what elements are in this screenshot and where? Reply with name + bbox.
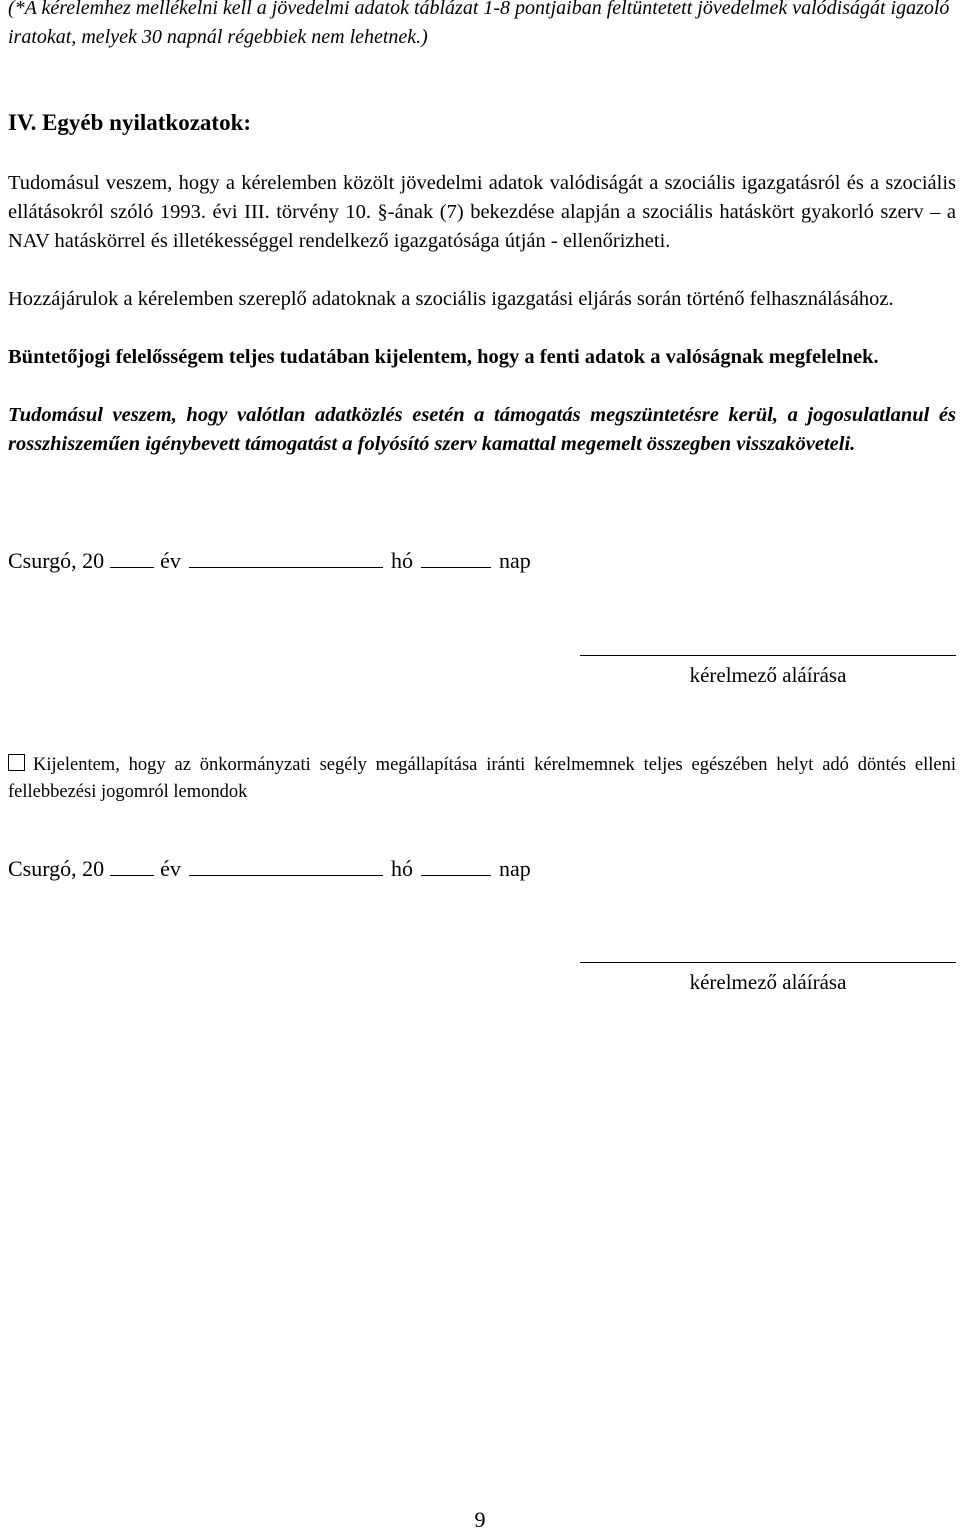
day-blank[interactable] — [421, 853, 491, 876]
dateline-year-word: év — [160, 856, 181, 881]
dateline-2 — [8, 853, 531, 884]
appeal-waiver — [8, 752, 956, 806]
dateline-place-year: Csurgó, 20 — [8, 856, 105, 881]
dateline-month-word: hó — [390, 548, 413, 573]
year-blank[interactable] — [110, 853, 154, 876]
declaration-repayment: Tudomásul veszem, hogy valótlan adatközlés esetén a támogatás megszüntetésre kerül, a jogosulatlanul és rosszhiszeműen igénybevett támogatást a folyósító szerv kamattal megemelt összegben visszaköveteli. — [8, 404, 956, 455]
month-blank[interactable] — [189, 853, 383, 876]
signature-line-2[interactable] — [580, 962, 956, 963]
day-blank[interactable] — [421, 545, 491, 568]
dateline-day-word: nap — [498, 856, 531, 881]
signature-line-1[interactable] — [580, 655, 956, 656]
dateline-year-word: év — [160, 548, 181, 573]
waiver-text: Kijelentem, hogy az önkormányzati segély megállapítása iránti kérelmemnek teljes egészében helyt adó döntés elleni fellebbezési jogomról lemondok — [8, 755, 956, 802]
signature-label-2: kérelmező aláírása — [689, 970, 847, 994]
declaration-data-verification: Tudomásul veszem, hogy a kérelemben közölt jövedelmi adatok valódiságát a szociális igazgatásról és a szociális ellátásokról szóló 1993. évi III. törvény 10. §-ának (7) bekezdése alapján a szociális hatáskört gyakorló szerv – a NAV hatáskörrel és illetékességgel rendelkező igazgatósága útján - ellenőrizheti. — [8, 172, 956, 252]
dateline-day-word: nap — [498, 548, 531, 573]
dateline-month-word: hó — [390, 856, 413, 881]
declaration-criminal-liability: Büntetőjogi felelősségem teljes tudatában kijelentem, hogy a fenti adatok a valóságnak megfelelnek. — [8, 346, 879, 368]
page-number: 9 — [474, 1507, 486, 1532]
dateline-place-year: Csurgó, 20 — [8, 548, 105, 573]
signature-label-1: kérelmező aláírása — [689, 663, 847, 687]
declaration-data-consent: Hozzájárulok a kérelemben szereplő adatoknak a szociális igazgatási eljárás során történő felhasználásához. — [8, 288, 894, 310]
section-heading: IV. Egyéb nyilatkozatok: — [8, 110, 252, 135]
month-blank[interactable] — [189, 545, 383, 568]
waiver-checkbox[interactable] — [8, 754, 25, 771]
attachment-note: (*A kérelemhez mellékelni kell a jövedelmi adatok táblázat 1-8 pontjaiban feltüntetett jövedelmek valódiságát igazoló iratokat, melyek 30 napnál régebbiek nem lehetnek.) — [8, 0, 950, 48]
year-blank[interactable] — [110, 545, 154, 568]
dateline-1 — [8, 545, 531, 576]
